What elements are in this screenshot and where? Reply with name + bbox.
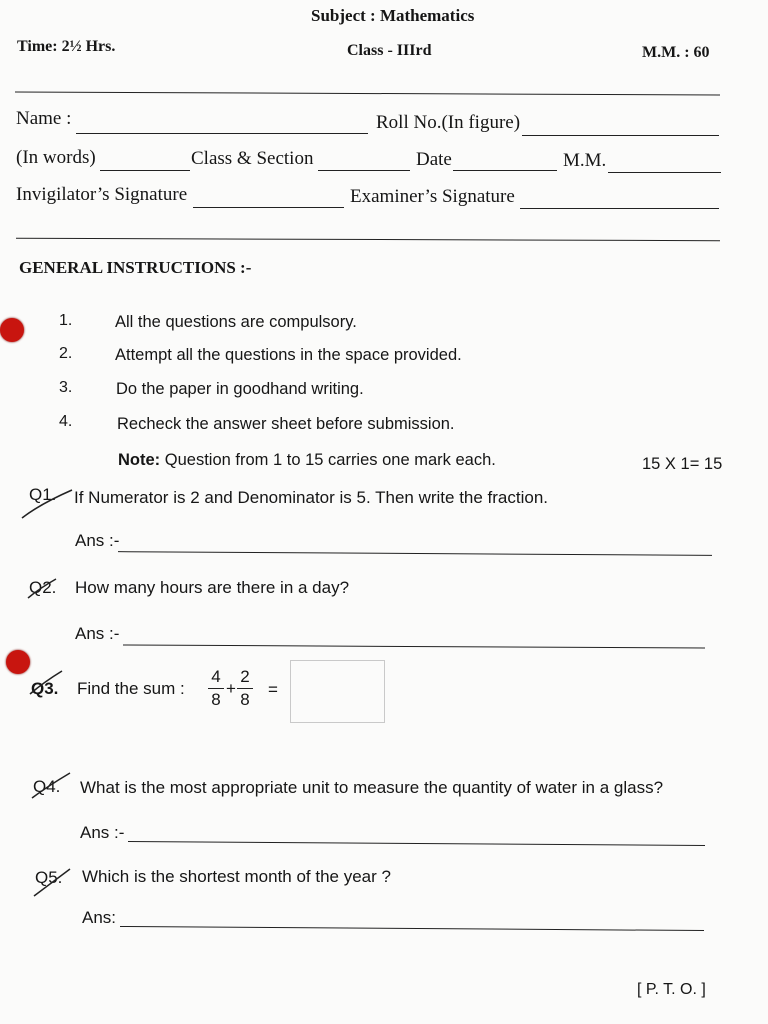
invigilator-signature-label: Invigilator’s Signature xyxy=(16,184,188,205)
question-text: Which is the shortest month of the year ? xyxy=(82,867,391,886)
details-divider xyxy=(16,238,720,241)
plus-sign: + xyxy=(226,679,236,698)
question-text: How many hours are there in a day? xyxy=(75,578,350,597)
name-field[interactable] xyxy=(76,133,368,134)
question-text: If Numerator is 2 and Denominator is 5. Then write the fraction. xyxy=(74,488,549,507)
denominator: 8 xyxy=(240,690,250,709)
denominator: 8 xyxy=(211,690,221,709)
roll-number-field[interactable] xyxy=(522,135,719,136)
class-label: Class - IIIrd xyxy=(347,42,432,59)
mm-label: M.M. xyxy=(563,150,607,171)
roll-number-label: Roll No.(In figure) xyxy=(376,112,521,133)
instructions-heading: GENERAL INSTRUCTIONS :- xyxy=(19,258,252,277)
max-marks-label: M.M. : 60 xyxy=(642,44,710,61)
pto-label: [ P. T. O. ] xyxy=(637,981,706,998)
subject-title: Subject : Mathematics xyxy=(311,6,475,25)
instruction-number: 2. xyxy=(59,345,73,362)
marks-formula: 15 X 1= 15 xyxy=(642,455,723,473)
numerator: 2 xyxy=(240,667,250,686)
answer-line[interactable] xyxy=(118,551,712,556)
question-number: Q4. xyxy=(33,777,61,796)
fraction xyxy=(237,667,253,710)
instruction-text: All the questions are compulsory. xyxy=(115,313,357,331)
mm-field[interactable] xyxy=(608,172,721,173)
tick-mark-icon xyxy=(30,770,74,802)
tick-mark-icon xyxy=(28,668,66,698)
time-label: Time: 2½ Hrs. xyxy=(17,38,116,55)
note-line xyxy=(118,451,496,470)
instruction-text: Recheck the answer sheet before submission. xyxy=(117,415,455,433)
date-label: Date xyxy=(416,149,452,170)
note-text: Question from 1 to 15 carries one mark each. xyxy=(164,451,496,469)
in-words-label: (In words) xyxy=(16,147,96,168)
examiner-signature-field[interactable] xyxy=(520,208,719,209)
name-label: Name : xyxy=(16,108,72,129)
question-number: Q3. xyxy=(31,679,59,698)
numerator: 4 xyxy=(211,667,221,686)
question-text: Find the sum : xyxy=(77,679,185,698)
answer-line[interactable] xyxy=(123,644,705,648)
class-section-label: Class & Section xyxy=(191,148,314,169)
invigilator-signature-field[interactable] xyxy=(193,207,344,208)
answer-label: Ans :- xyxy=(75,624,120,643)
tick-mark-icon xyxy=(32,866,74,900)
instruction-number: 4. xyxy=(59,413,73,430)
instruction-number: 1. xyxy=(59,312,73,329)
tick-mark-icon xyxy=(26,576,60,602)
answer-label: Ans :- xyxy=(80,823,125,842)
in-words-field[interactable] xyxy=(100,170,190,171)
question-number: Q5. xyxy=(35,868,63,887)
red-dot-mark xyxy=(0,318,24,342)
question-text: What is the most appropriate unit to measure the quantity of water in a glass? xyxy=(80,778,664,797)
answer-box[interactable] xyxy=(290,660,385,723)
question-number: Q1. xyxy=(29,485,57,504)
question-number: Q2. xyxy=(29,578,57,597)
examiner-signature-label: Examiner’s Signature xyxy=(350,186,515,207)
answer-label: Ans :- xyxy=(75,531,120,550)
answer-label: Ans: xyxy=(82,908,117,927)
instruction-text: Do the paper in goodhand writing. xyxy=(116,380,364,398)
date-field[interactable] xyxy=(453,170,557,171)
fraction xyxy=(208,667,224,710)
instruction-number: 3. xyxy=(59,379,73,396)
class-section-field[interactable] xyxy=(318,170,410,171)
header-divider xyxy=(15,91,720,95)
answer-line[interactable] xyxy=(120,926,704,931)
note-label: Note: xyxy=(118,451,161,469)
answer-line[interactable] xyxy=(128,841,705,846)
red-dot-mark xyxy=(6,650,30,674)
equals-sign: = xyxy=(268,680,278,699)
instruction-text: Attempt all the questions in the space provided. xyxy=(115,346,462,364)
tick-mark-icon xyxy=(20,486,76,522)
